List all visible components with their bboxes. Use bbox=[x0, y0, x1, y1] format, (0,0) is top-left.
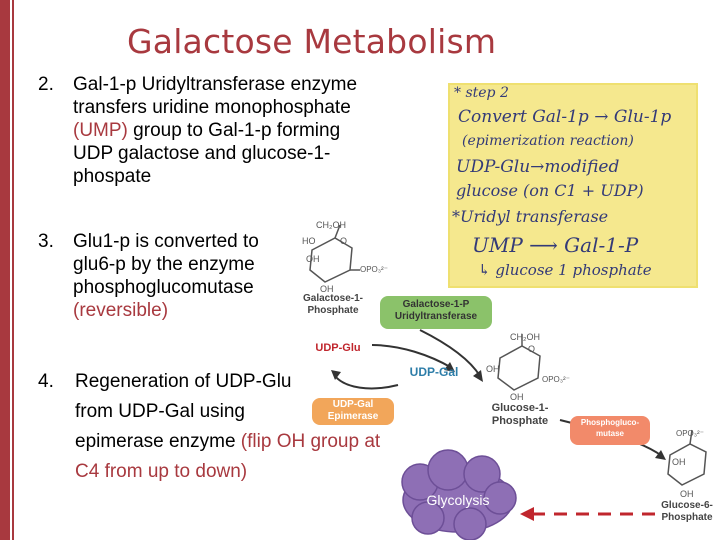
ump-highlight: (UMP) bbox=[73, 120, 128, 141]
step-text: epimerase enzyme bbox=[75, 431, 241, 452]
mol-ch2oh: CH₂OH bbox=[510, 332, 540, 342]
mol-oh: OH bbox=[320, 284, 334, 294]
uridyltransferase-enzyme: Galactose-1-P Uridyltransferase bbox=[380, 296, 492, 329]
mol-ch2oh: CH₂OH bbox=[316, 220, 346, 230]
step-line: glu6-p by the enzyme bbox=[73, 254, 255, 275]
mol-oh: OH bbox=[486, 364, 500, 374]
step-number: 2. bbox=[38, 74, 54, 95]
mol-o: O bbox=[340, 236, 348, 246]
note-line: Convert Gal-1p → Glu-1p bbox=[458, 107, 672, 127]
slide-title: Galactose Metabolism bbox=[127, 22, 497, 61]
glucose1p-ring-icon bbox=[498, 334, 540, 390]
step-line: Gal-1-p Uridyltransferase enzyme bbox=[73, 74, 358, 95]
step-line: phospate bbox=[73, 166, 152, 187]
mol-o: O bbox=[528, 344, 536, 354]
step-line: Glu1-p is converted to bbox=[73, 231, 259, 252]
mol-opo3: OPO₃²⁻ bbox=[676, 429, 704, 438]
glucose-1-phosphate-label: Glucose-1- Phosphate bbox=[491, 402, 549, 427]
note-line: UDP-Glu→modified bbox=[456, 157, 620, 177]
note-line: UMP ⟶ Gal-1-P bbox=[472, 233, 639, 257]
note-line: * step 2 bbox=[454, 85, 509, 101]
epimerase-arrow bbox=[335, 376, 398, 388]
udp-gal-label: UDP-Gal bbox=[409, 365, 459, 379]
udp-glu-label: UDP-Glu bbox=[315, 342, 361, 354]
mol-oh: OH bbox=[680, 489, 694, 499]
flip-note-cont: C4 from up to down) bbox=[75, 461, 248, 482]
phosphoglucomutase-enzyme: Phosphogluco- mutase bbox=[570, 416, 650, 445]
step-number: 3. bbox=[38, 231, 54, 252]
step-line: from UDP-Gal using bbox=[75, 401, 245, 422]
mol-oh: OH bbox=[306, 254, 320, 264]
step-line: phosphoglucomutase bbox=[73, 277, 254, 298]
mol-oh: OH bbox=[672, 457, 686, 467]
arrow-head-icon bbox=[520, 507, 534, 521]
step-line: transfers uridine monophosphate bbox=[73, 97, 351, 118]
arrow-head-icon bbox=[331, 370, 341, 380]
glucose-6-phosphate-label: Glucose-6- Phosphate bbox=[661, 500, 713, 523]
step-number: 4. bbox=[38, 371, 54, 392]
step-line: UDP galactose and glucose-1- bbox=[73, 143, 331, 164]
note-line: (epimerization reaction) bbox=[462, 133, 634, 149]
mol-oh: OH bbox=[510, 392, 524, 402]
step-line: Regeneration of UDP-Glu bbox=[75, 371, 292, 392]
step-text: group to Gal-1-p forming bbox=[127, 120, 341, 141]
note-line: *Uridyl transferase bbox=[452, 207, 609, 226]
note-line: glucose (on C1 + UDP) bbox=[456, 181, 644, 200]
reversible-note: (reversible) bbox=[73, 300, 169, 321]
galactose-1-phosphate-label: Galactose-1- Phosphate bbox=[302, 293, 364, 316]
flip-note: (flip OH group at bbox=[240, 431, 381, 452]
glycolysis-label: Glycolysis bbox=[426, 492, 490, 508]
note-line: ↳ glucose 1 phosphate bbox=[478, 261, 652, 279]
mol-opo3: OPO₃²⁻ bbox=[542, 375, 570, 384]
mol-oh: HO bbox=[302, 236, 316, 246]
epimerase-enzyme: UDP-Gal Epimerase bbox=[312, 398, 394, 425]
mol-opo3: OPO₃²⁻ bbox=[360, 265, 388, 274]
